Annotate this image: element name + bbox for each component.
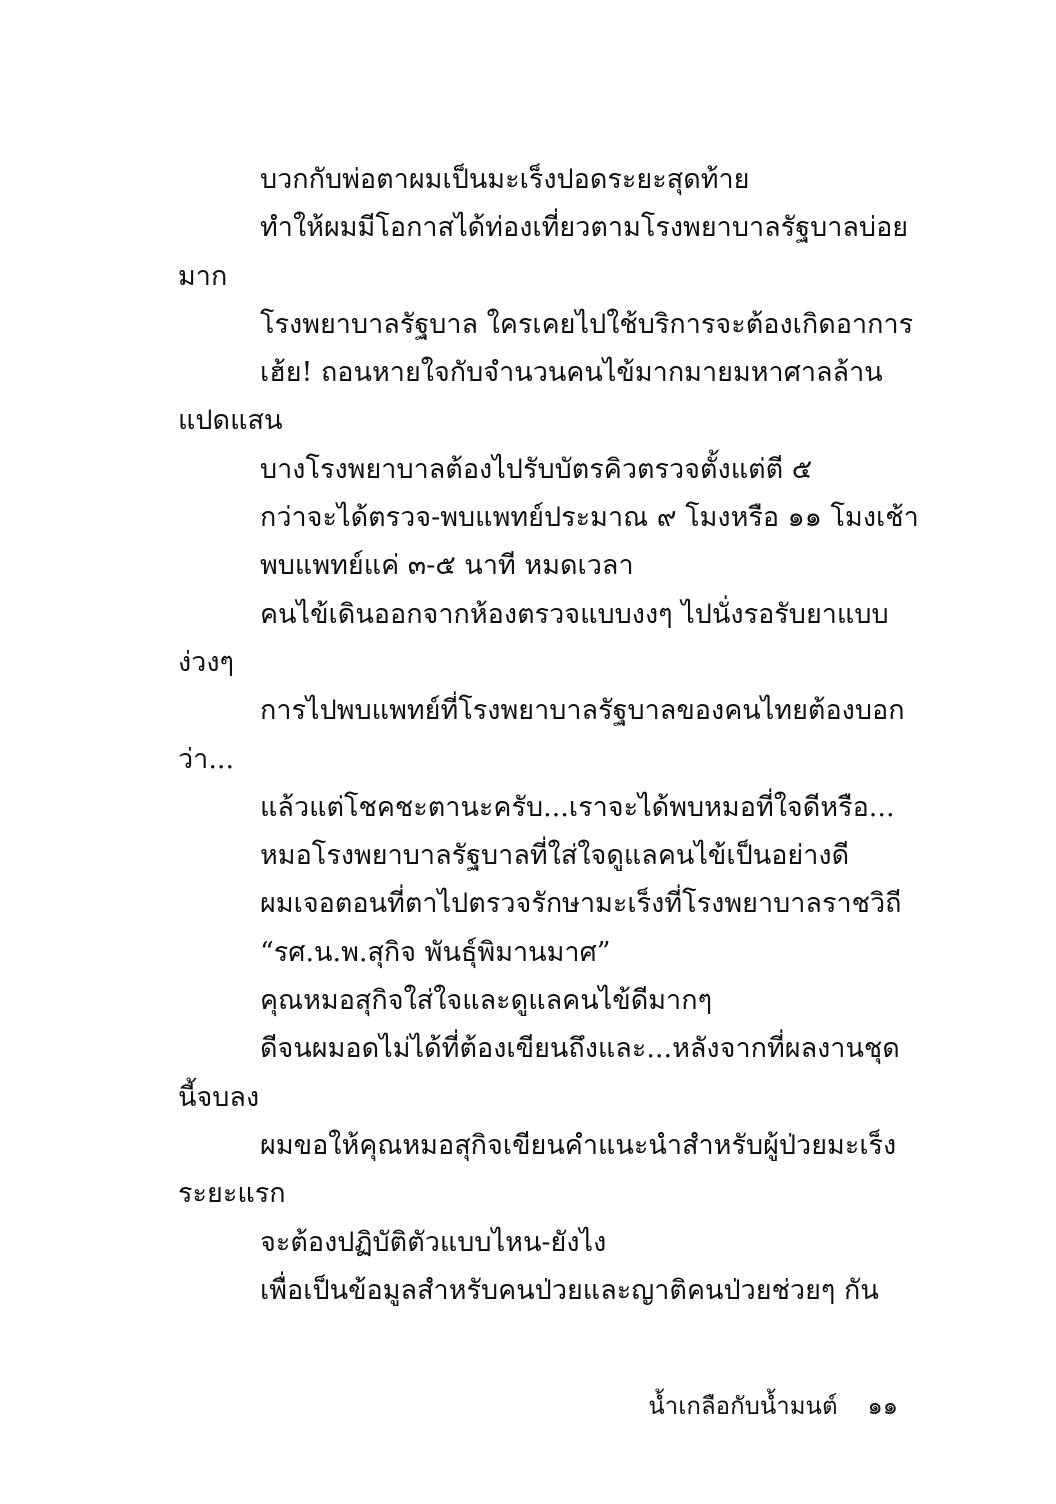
text-line: ดีจนผมอดไม่ได้ที่ต้องเขียนถึงและ...หลังจากที่ผลงานชุด [260,1033,900,1065]
text-line: ผมขอให้คุณหมอสุกิจเขียนคำแนะนำสำหรับผู้ป่วยมะเร็ง [260,1129,897,1161]
text-line: เฮ้ย! ถอนหายใจกับจำนวนคนไข้มากมายมหาศาลล้าน [260,357,883,389]
text-line: “รศ.น.พ.สุกิจ พันธุ์พิมานมาศ” [260,936,611,968]
running-title: น้ำเกลือกับน้ำมนต์ [648,1392,838,1420]
text-line-continuation: ว่า... [178,743,235,775]
body-text [178,156,919,1315]
text-line-continuation: ง่วงๆ [178,646,235,678]
text-line-continuation: แปดแสน [178,405,283,437]
text-line-continuation: นี้จบลง [178,1081,260,1113]
text-line: พบแพทย์แค่ ๓-๕ นาที หมดเวลา [260,550,634,582]
text-line: คนไข้เดินออกจากห้องตรวจแบบงงๆ ไปนั่งรอรับยาแบบ [260,598,889,630]
text-line-continuation: ระยะแรก [178,1178,286,1210]
text-line: บวกกับพ่อตาผมเป็นมะเร็งปอดระยะสุดท้าย [260,164,750,195]
text-line: หมอโรงพยาบาลรัฐบาลที่ใส่ใจดูแลคนไข้เป็นอย่างดี [260,840,850,872]
text-line: จะต้องปฏิบัติตัวแบบไหน-ยังไง [260,1226,607,1258]
text-line: การไปพบแพทย์ที่โรงพยาบาลรัฐบาลของคนไทยต้องบอก [260,695,905,727]
text-line: กว่าจะได้ตรวจ-พบแพทย์ประมาณ ๙ โมงหรือ ๑๑ โมงเช้า [260,502,919,534]
page-footer [648,1386,898,1426]
text-line: โรงพยาบาลรัฐบาล ใครเคยไปใช้บริการจะต้องเกิดอาการ [260,308,914,340]
text-line: คุณหมอสุกิจใส่ใจและดูแลคนไข้ดีมากๆ [260,985,713,1017]
page-number: ๑๑ [867,1392,898,1420]
text-line: บางโรงพยาบาลต้องไปรับบัตรคิวตรวจตั้งแต่ตี ๕ [260,453,813,485]
text-line: เพื่อเป็นข้อมูลสำหรับคนป่วยและญาติคนป่วยช่วยๆ กัน [260,1274,879,1306]
text-line: ผมเจอตอนที่ตาไปตรวจรักษามะเร็งที่โรงพยาบาลราชวิถี [260,888,902,920]
text-line: แล้วแต่โชคชะตานะครับ...เราจะได้พบหมอที่ใจดีหรือ... [260,791,895,823]
text-line-continuation: มาก [178,260,228,292]
text-line: ทำให้ผมมีโอกาสได้ท่องเที่ยวตามโรงพยาบาลรัฐบาลบ่อย [260,212,909,244]
